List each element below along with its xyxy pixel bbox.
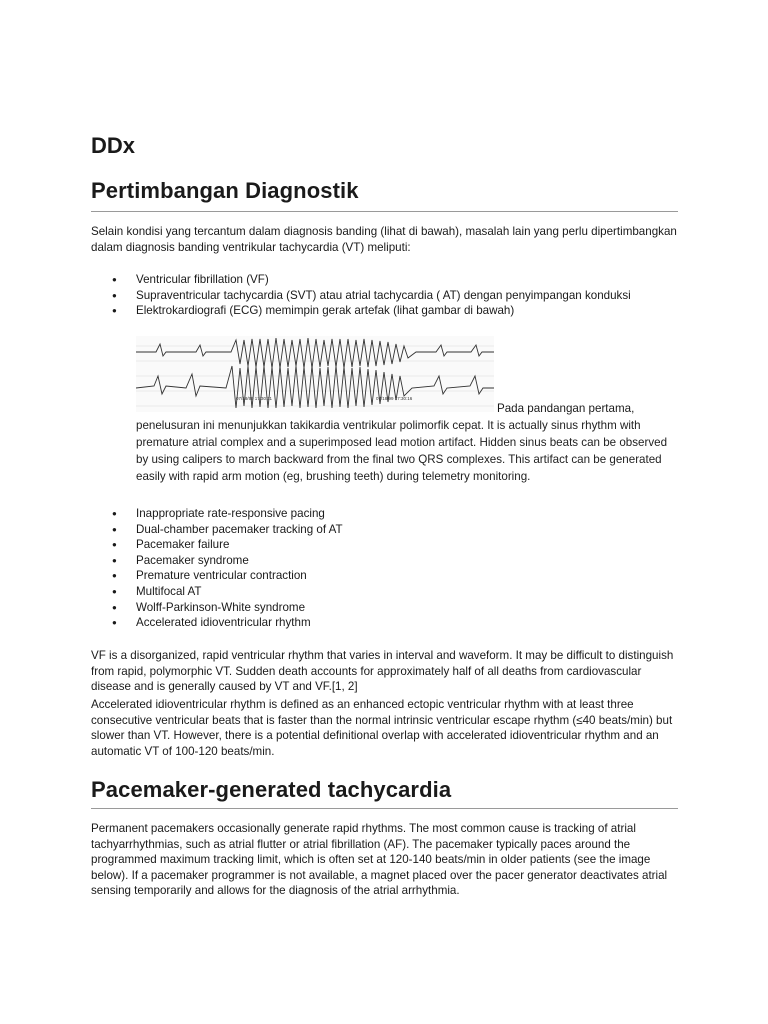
ecg-timestamp-1: 07/18/99 17:30:11 [236,396,272,401]
list-item: ● Pacemaker failure [91,537,681,553]
list-item: ● Accelerated idioventricular rhythm [91,615,681,631]
paragraph-vf: VF is a disorganized, rapid ventricular rhythm that varies in interval and waveform. It may be difficult to distinguish from rapid, polymorphic VT. Sudden death accounts for approximately half of all deaths from cardiovascular disease and is generally caused by VT and VF.[1, 2] [91,649,674,694]
list-item: ● Multifocal AT [91,584,681,600]
differential-list-1 [91,272,681,319]
intro-paragraph: Selain kondisi yang tercantum dalam diagnosis banding (lihat di bawah), masalah lain yang perlu dipertimbangkan dalam diagnosis banding ventrikular tachycardia (VT) meliputi: [91,225,677,254]
list-item: ● Dual-chamber pacemaker tracking of AT [91,522,681,538]
list-item: ● Pacemaker syndrome [91,553,681,569]
figure-caption-start: Pada pandangan pertama, [497,402,635,415]
heading-ddx: DDx [91,133,136,158]
section-divider [91,211,678,212]
list-item: ● Wolff-Parkinson-White syndrome [91,600,681,616]
list-item: ● Inappropriate rate-responsive pacing [91,506,681,522]
paragraph-pacemaker: Permanent pacemakers occasionally generate rapid rhythms. The most common cause is tracking of atrial tachyarrhythmias, such as atrial flutter or atrial fibrillation (AF). The pacemaker typically paces around the programmed maximum tracking limit, which is often set at 120-140 beats/min in older patients (see the image below). If a pacemaker programmer is not available, a magnet placed over the pacer generator deactivates atrial sensing temporarily and allows for the diagnosis of the atrial arrhythmia. [91,822,668,898]
ecg-timestamp-2: 07/18/99 17:30:16 [376,396,413,401]
paragraph-aivr: Accelerated idioventricular rhythm is defined as an enhanced ectopic ventricular rhythm with at least three consecutive ventricular beats that is faster than the normal intrinsic ventricular escape rhythm (≤40 beats/min) but slower than VT. However, there is a potential definitional overlap with accelerated idioventricular rhythm and an automatic VT of 100-120 beats/min. [91,698,673,758]
list-item: ● Premature ventricular contraction [91,568,681,584]
section-divider [91,808,678,809]
list-item: ● Supraventricular tachycardia (SVT) atau atrial tachycardia ( AT) dengan penyimpangan konduksi [91,288,681,304]
list-item: ● Ventricular fibrillation (VF) [91,272,681,288]
ecg-strip-image [136,336,494,412]
section-title-pacemaker-tachycardia: Pacemaker-generated tachycardia [91,777,452,802]
section-title-pertimbangan-diagnostik: Pertimbangan Diagnostik [91,178,359,203]
differential-list-2 [91,506,681,631]
list-item: ● Elektrokardiografi (ECG) memimpin gerak artefak (lihat gambar di bawah) [91,303,681,319]
figure-caption: penelusuran ini menunjukkan takikardia ventrikular polimorfik cepat. It is actually sinus rhythm with premature atrial complex and a superimposed lead motion artifact. Hidden sinus beats can be observed by using calipers to march backward from the final two QRS complexes. This artifact can be generated easily with rapid arm motion (eg, brushing teeth) during telemetry monitoring. [136,419,668,483]
